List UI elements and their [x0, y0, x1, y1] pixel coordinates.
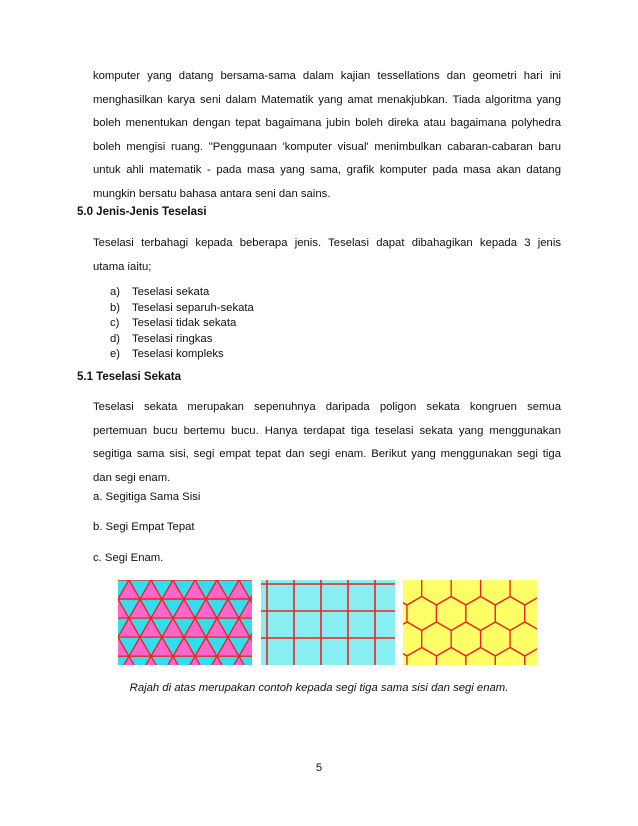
paragraph-line: Teselasi sekata merupakan sepenuhnya daripada poligon sekata kongruen semua [93, 401, 561, 413]
intro-line: menghasilkan karya seni dalam Matematik yang amat menakjubkan. Tiada algoritma yang [93, 93, 561, 106]
intro-line: komputer yang datang bersama-sama dalam kajian tessellations dan geometri hari ini [93, 70, 561, 82]
list-item-text: Teselasi kompleks [132, 348, 224, 361]
list-item-text: Teselasi separuh-sekata [132, 301, 254, 314]
list-item [110, 316, 254, 332]
paragraph-line: segitiga sama sisi, segi empat tepat dan segi enam. Berikut yang menggunakan segi tiga [93, 448, 561, 461]
page-number: 5 [315, 762, 323, 774]
list-item-text: Teselasi sekata [132, 286, 210, 298]
figure-caption: Rajah di atas merupakan contoh kepada segi tiga sama sisi dan segi enam. [129, 682, 509, 694]
list-marker: b) [110, 301, 121, 314]
intro-line: mungkin bersatu bahasa antara seni dan sains. [93, 187, 331, 200]
section-heading-5-1: 5.1 Teselasi Sekata [77, 371, 181, 383]
list-marker: d) [110, 332, 121, 345]
subitem-hexagon: c. Segi Enam. [93, 552, 164, 564]
list-marker: c) [110, 317, 120, 330]
paragraph-line: utama iaitu; [93, 260, 152, 273]
section-5-1-paragraph [93, 396, 561, 490]
subitem-triangle: a. Segitiga Sama Sisi [93, 491, 201, 503]
list-item-text: Teselasi tidak sekata [132, 317, 237, 330]
list-marker: e) [110, 348, 121, 361]
intro-paragraph [93, 65, 561, 207]
intro-line: boleh menentukan dengan tepat bagaimana jubin boleh direka atau bagaimana polyhedra [93, 117, 561, 130]
triangle-tessellation-figure [118, 580, 252, 665]
paragraph-line: pertemuan bucu bertemu bucu. Hanya terdapat tiga teselasi sekata yang menggunakan [93, 424, 561, 437]
list-item [110, 285, 254, 301]
list-item-text: Teselasi ringkas [132, 332, 213, 345]
square-tessellation-figure [261, 580, 395, 665]
intro-line: untuk ahli matematik - pada masa yang sama, grafik komputer pada masa akan datang [93, 164, 561, 177]
list-item [110, 332, 254, 348]
list-item [110, 347, 254, 363]
tessellation-types-list [110, 285, 254, 363]
intro-line: boleh mengisi ruang. "Penggunaan 'komputer visual' menimbulkan cabaran-cabaran baru [93, 140, 561, 153]
section-heading-5-0: 5.0 Jenis-Jenis Teselasi [77, 206, 207, 218]
hexagon-tessellation-figure [403, 580, 537, 665]
subitem-square: b. Segi Empat Tepat [93, 521, 195, 533]
section-5-0-paragraph [93, 232, 561, 279]
paragraph-line: dan segi enam. [93, 471, 171, 484]
list-marker: a) [110, 286, 121, 298]
list-item [110, 301, 254, 317]
paragraph-line: Teselasi terbahagi kepada beberapa jenis. Teselasi dapat dibahagikan kepada 3 jenis [93, 237, 561, 249]
